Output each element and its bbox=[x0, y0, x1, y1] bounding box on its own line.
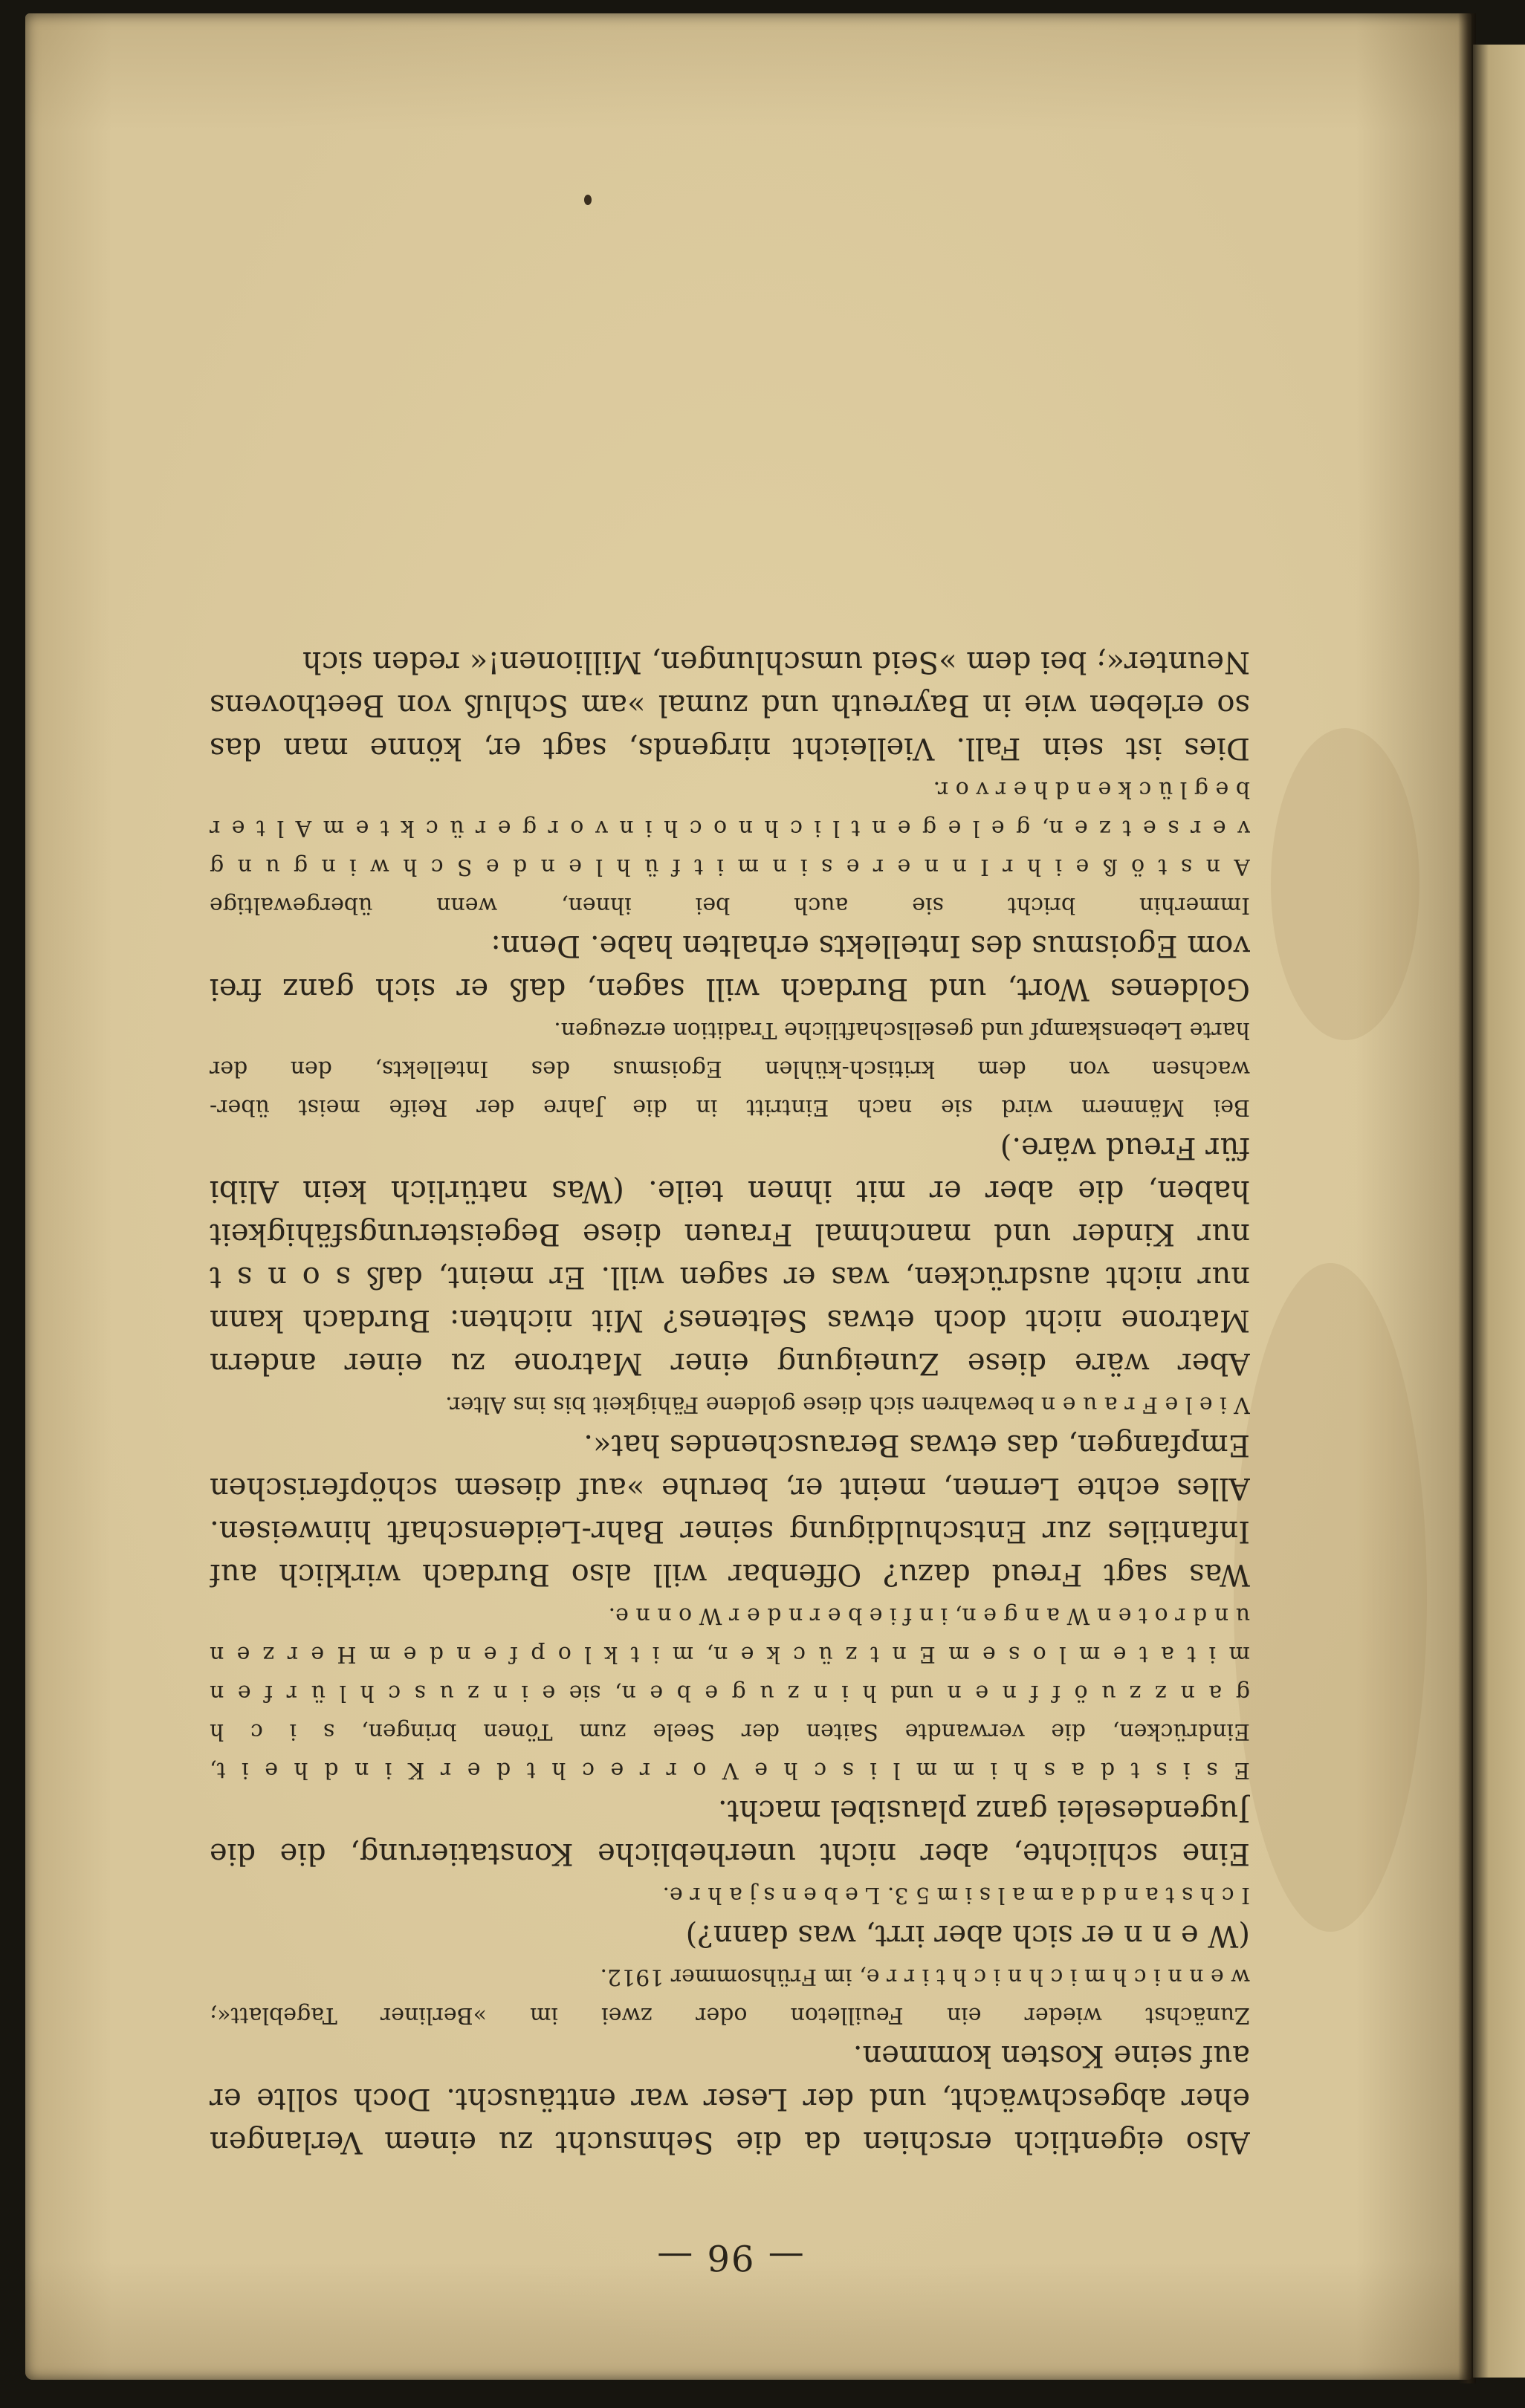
text-line: für Freud wäre.) bbox=[1000, 1131, 1250, 1165]
text-line: I c h s t a n d d a m a l s i m 5 3. L e b e n s j a h r e. bbox=[662, 1882, 1250, 1908]
text-line: Eine schlichte, aber nicht unerhebliche Konstatierung, die die bbox=[210, 1837, 1250, 1871]
paragraph bbox=[210, 1424, 1250, 1596]
quoted-paragraph bbox=[210, 1596, 1250, 1789]
text-line: vom Egoismus des Intellekts erhalten habe. Denn: bbox=[490, 929, 1250, 963]
printed-text-block bbox=[210, 407, 1250, 2279]
text-line: Matrone nicht doch etwas Seltenes? Mit nichten: Burdach kann bbox=[210, 1303, 1250, 1337]
text-line: E s i s t d a s h i m m l i s c h e V o r r e c h t d e r K i n d h e i t, bbox=[210, 1757, 1250, 1783]
text-line: nur nicht ausdrücken, was er sagen will. Er meint, daß s o n s t bbox=[210, 1260, 1250, 1294]
text-line: u n d r o t e n W a n g e n, i n f i e b e r n d e r W o n n e. bbox=[608, 1603, 1250, 1629]
text-line: v e r s e t z e n, g e l e g e n t l i c h n o c h i n v o r g e r ü c k t e m A l t e r bbox=[210, 815, 1250, 841]
show-through-stain bbox=[1234, 1263, 1427, 1932]
text-line: Eindrücken, die verwandte Saiten der Seele zum Tönen bringen, s i c h bbox=[210, 1719, 1250, 1745]
quoted-paragraph bbox=[210, 1010, 1250, 1126]
text-line: Aber wäre diese Zuneigung einer Matrone zu einer andern bbox=[210, 1346, 1250, 1380]
text-line: A n s t ö ß e i h r I n n e r e s i n m i t f ü h l e n d e S c h w i n g u n g bbox=[210, 854, 1250, 880]
paragraph bbox=[210, 1789, 1250, 1875]
show-through-stain bbox=[1271, 728, 1419, 1040]
paragraph bbox=[210, 1126, 1250, 1385]
text-line: Zunächst wieder ein Feuilleton oder zwei im »Berliner Tageblatt«; bbox=[210, 2002, 1250, 2028]
text-line: Bei Männern wird sie nach Eintritt in die Jahre der Reife meist über- bbox=[210, 1094, 1250, 1120]
page-number: — 96 — bbox=[655, 2236, 804, 2278]
ink-dot bbox=[584, 195, 592, 205]
text-line: b e g l ü c k e n d h e r v o r. bbox=[933, 776, 1250, 802]
text-line: auf seine Kosten kommen. bbox=[852, 2039, 1250, 2073]
text-line: nur Kinder und manchmal Frauen diese Begeisterungsfähigkeit bbox=[210, 1217, 1250, 1251]
text-line: g a n z z u ö f f n e n und h i n z u g e b e n, sie e i n z u s c h l ü r f e n bbox=[210, 1680, 1250, 1706]
text-line: Empfangen, das etwas Berauschendes hat«. bbox=[583, 1428, 1250, 1462]
paragraph bbox=[210, 1914, 1250, 1957]
quoted-paragraph bbox=[210, 1875, 1250, 1914]
text-line: harte Lebenskampf und gesellschaftliche Tradition erzeugen. bbox=[554, 1017, 1250, 1043]
text-line: so erleben wie in Bayreuth und zumal »am Schluß von Beethovens bbox=[210, 688, 1250, 722]
facing-page-edge bbox=[1473, 45, 1525, 2378]
text-line: w e n n i c h m i c h n i c h t i r r e, im Frühsommer 1912. bbox=[600, 1964, 1250, 1990]
text-line: V i e l e F r a u e n bewahren sich diese goldene Fähigkeit bis ins Alter. bbox=[445, 1392, 1250, 1418]
text-line: Also eigentlich erschien da die Sehnsucht zu einem Verlangen bbox=[210, 2125, 1250, 2159]
paragraph bbox=[210, 640, 1250, 770]
text-line: m i t a t e m l o s e m E n t z ü c k e n, m i t k l o p f e n d e m H e r z e n bbox=[210, 1641, 1250, 1667]
text-line: eher abgeschwächt, und der Leser war enttäuscht. Doch sollte er bbox=[210, 2082, 1250, 2116]
text-line: Alles echte Lernen, meint er, beruhe »auf diesem schöpferischen bbox=[210, 1471, 1250, 1505]
text-line: (W e n n er sich aber irrt, was dann?) bbox=[685, 1918, 1250, 1953]
text-line: Dies ist sein Fall. Vielleicht nirgends, sagt er, könne man das bbox=[210, 731, 1250, 765]
text-line: Immerhin bricht sie auch bei ihnen, wenn übergewaltige bbox=[210, 892, 1250, 918]
body-text bbox=[210, 640, 1250, 2164]
text-line: wachsen von dem kritisch-kühlen Egoismus des Intellekts, den der bbox=[210, 1056, 1250, 1082]
quoted-paragraph bbox=[210, 770, 1250, 924]
quoted-paragraph bbox=[210, 1385, 1250, 1424]
text-line: Was sagt Freud dazu? Offenbar will also Burdach wirklich auf bbox=[210, 1557, 1250, 1591]
text-line: Neunter«; bei dem »Seid umschlungen, Millionen!« reden sich bbox=[302, 645, 1250, 679]
text-line: haben, die aber er mit ihnen teile. (Was natürlich kein Alibi bbox=[210, 1174, 1250, 1208]
text-line: Infantiles zur Entschuldigung seiner Bahr-Leidenschaft hinweisen. bbox=[210, 1514, 1250, 1548]
paragraph bbox=[210, 2034, 1250, 2164]
quoted-paragraph bbox=[210, 1957, 1250, 2034]
text-line: Goldenes Wort, und Burdach will sagen, daß er sich ganz frei bbox=[210, 972, 1250, 1006]
text-line: Jugendeselei ganz plausibel macht. bbox=[717, 1794, 1250, 1828]
paragraph bbox=[210, 924, 1250, 1010]
